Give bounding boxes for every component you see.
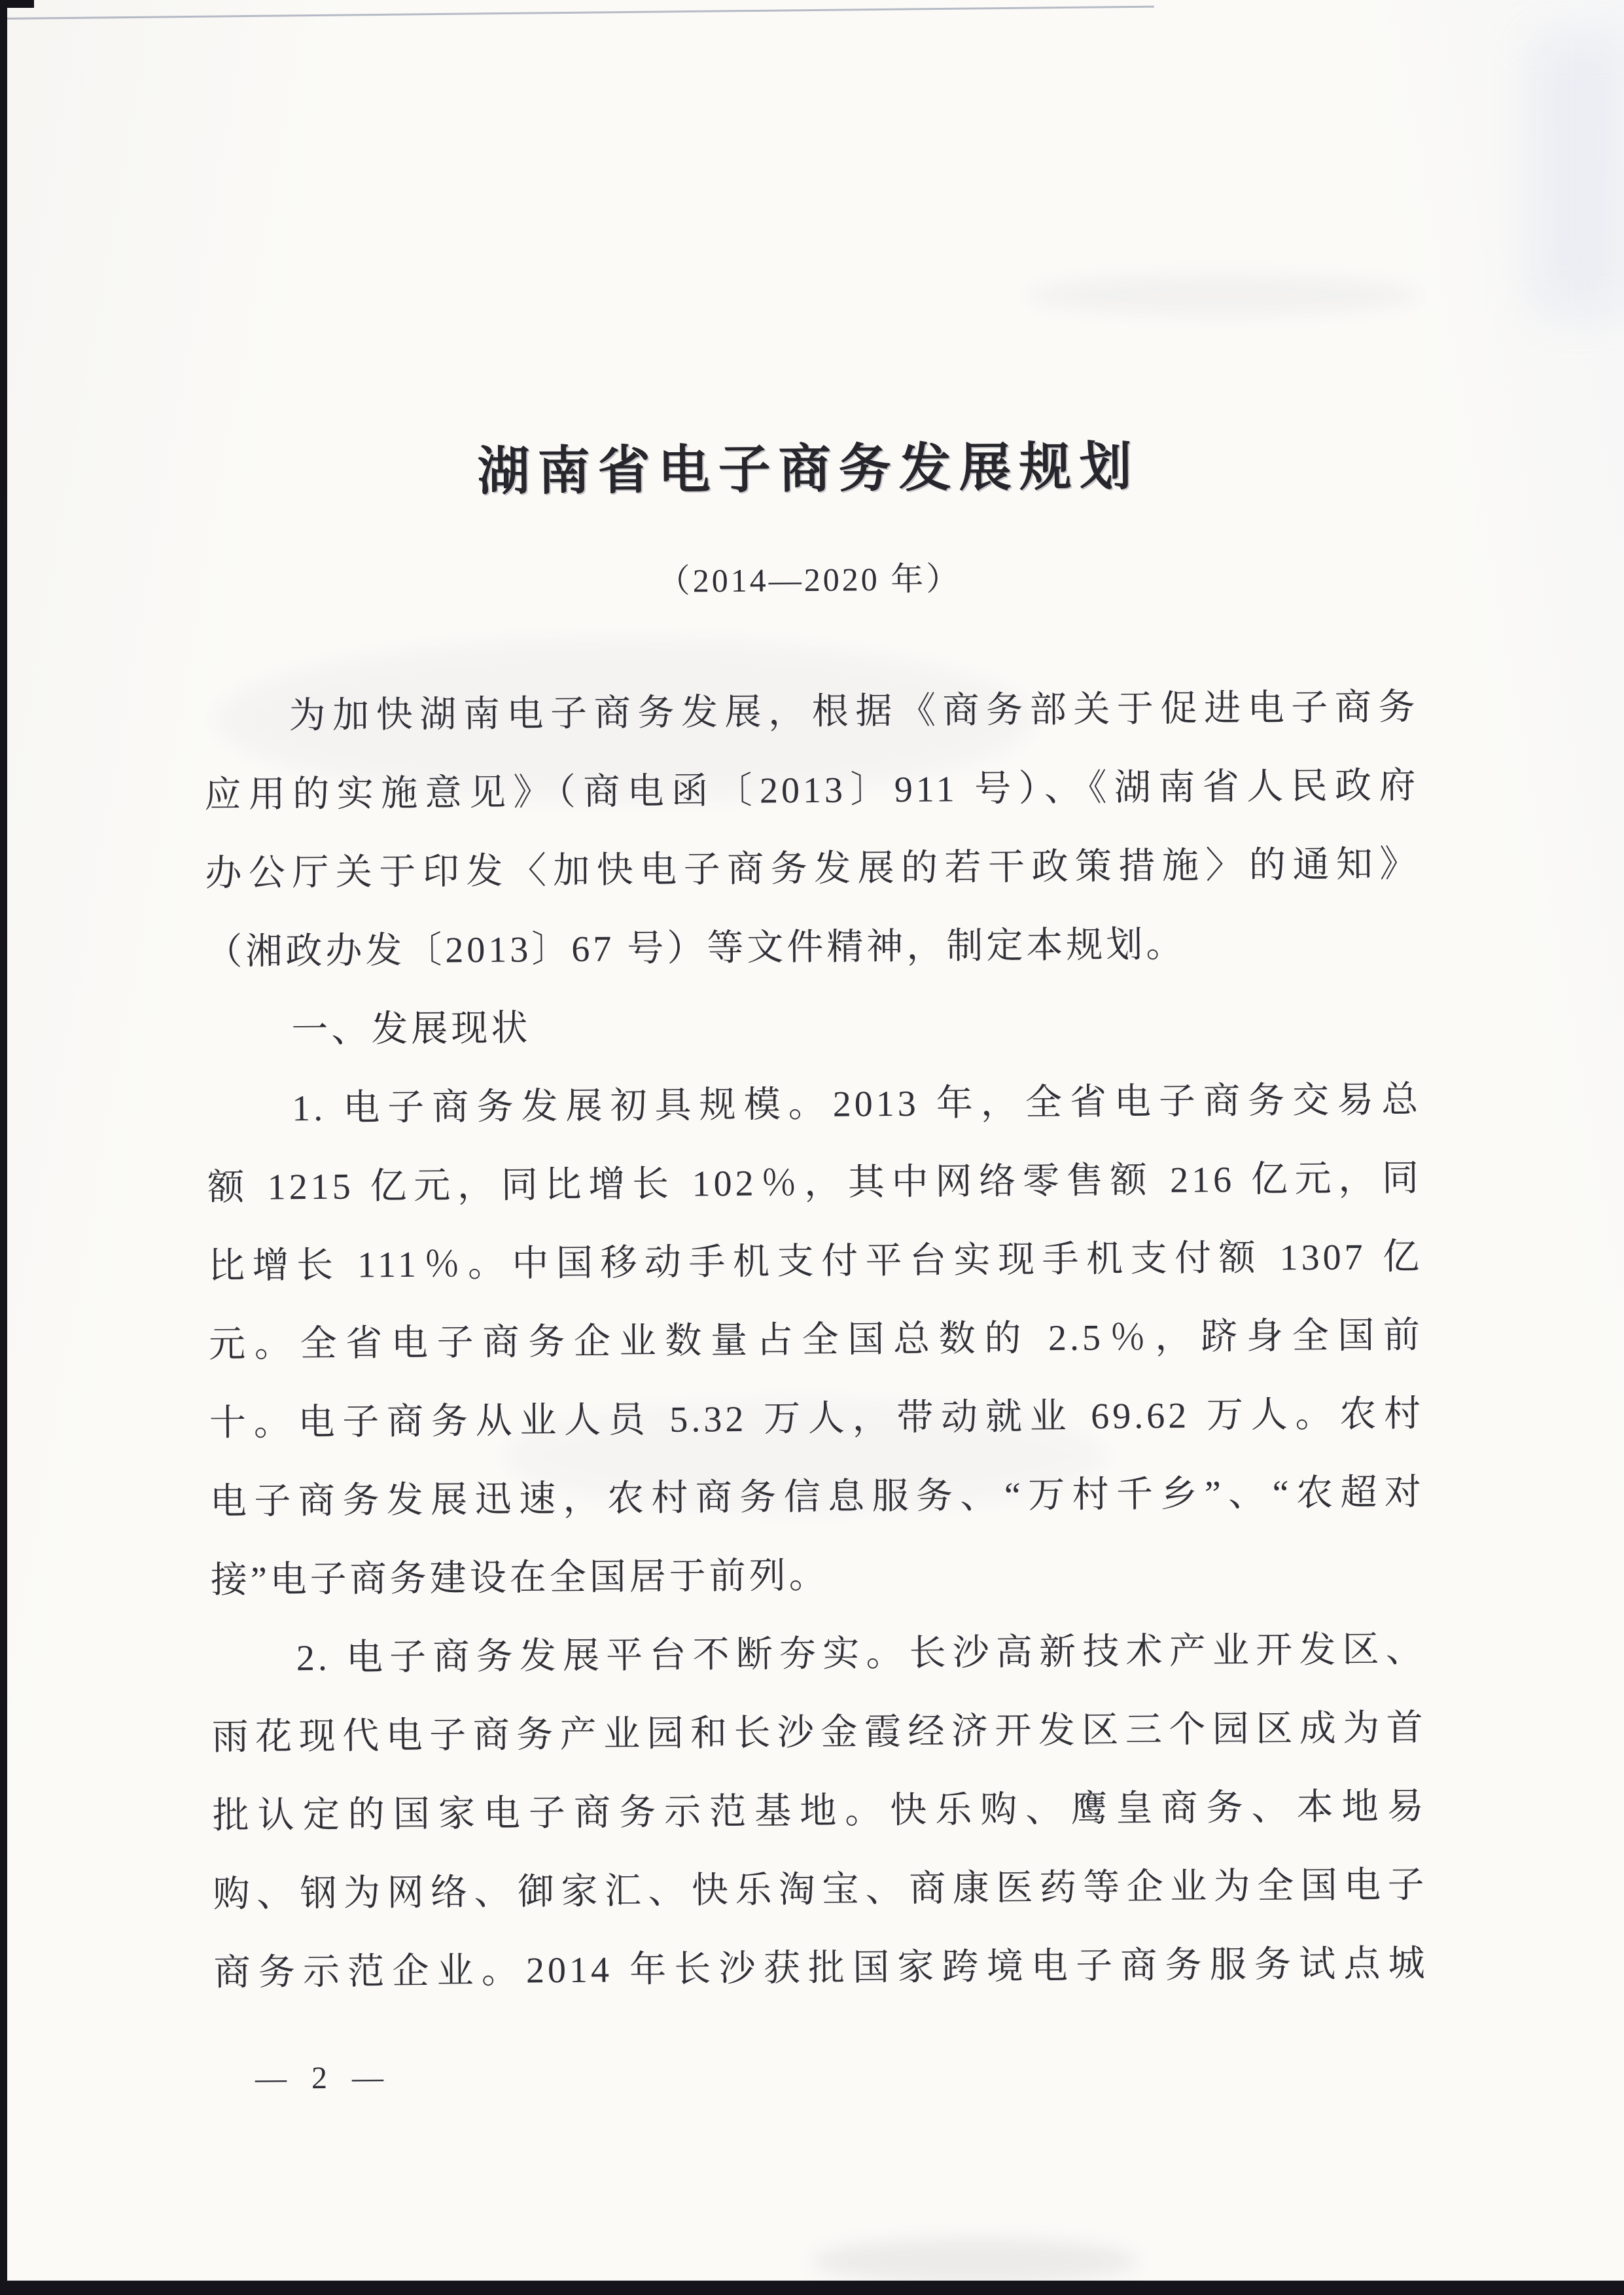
body-line: 为加快湖南电子商务发展，根据《商务部关于促进电子商务	[289, 686, 1419, 737]
body-line: 办公厅关于印发〈加快电子商务发展的若干政策措施〉的通知》	[205, 844, 1420, 895]
document-body	[203, 668, 1428, 2013]
body-line: 批认定的国家电子商务示范基地。快乐购、鹰皇商务、本地易	[212, 1786, 1427, 1837]
body-line: 元。全省电子商务企业数量占全国总数的 2.5％，跻身全国前	[208, 1315, 1424, 1366]
body-line: 电子商务发展迅速，农村商务信息服务、“万村千乡”、“农超对	[209, 1472, 1425, 1523]
body-line: 额 1215 亿元，同比增长 102％，其中网络零售额 216 亿元，同	[207, 1158, 1422, 1209]
body-line: 1. 电子商务发展初具规模。2013 年，全省电子商务交易总	[292, 1079, 1422, 1130]
body-line: （湘政办发〔2013〕67 号）等文件精神，制定本规划。	[205, 924, 1186, 973]
body-line: 商务示范企业。2014 年长沙获批国家跨境电子商务服务试点城	[213, 1943, 1428, 1994]
body-line: 应用的实施意见》（商电函〔2013〕911 号）、《湖南省人民政府	[204, 765, 1419, 816]
body-line: 购、钢为网络、御家汇、快乐淘宝、商康医药等企业为全国电子	[213, 1864, 1428, 1915]
body-line: 十。电子商务从业人员 5.32 万人，带动就业 69.62 万人。农村	[209, 1393, 1424, 1444]
scan-edge-bottom	[0, 2281, 1624, 2295]
scan-edge-left	[0, 0, 7, 2295]
page-number: — 2 —	[255, 2060, 384, 2096]
section-heading: 一、发展现状	[291, 1008, 531, 1051]
scan-edge-top-corner	[0, 0, 34, 8]
body-line: 雨花现代电子商务产业园和长沙金霞经济开发区三个园区成为首	[211, 1707, 1426, 1758]
document-subtitle: （2014—2020 年）	[657, 560, 962, 599]
body-line: 接”电子商务建设在全国居于前列。	[210, 1555, 829, 1601]
document-title: 湖南省电子商务发展规划	[477, 438, 1140, 501]
body-line: 2. 电子商务发展平台不断夯实。长沙高新技术产业开发区、	[296, 1629, 1426, 1679]
body-line: 比增长 111％。中国移动手机支付平台实现手机支付额 1307 亿	[207, 1236, 1423, 1287]
